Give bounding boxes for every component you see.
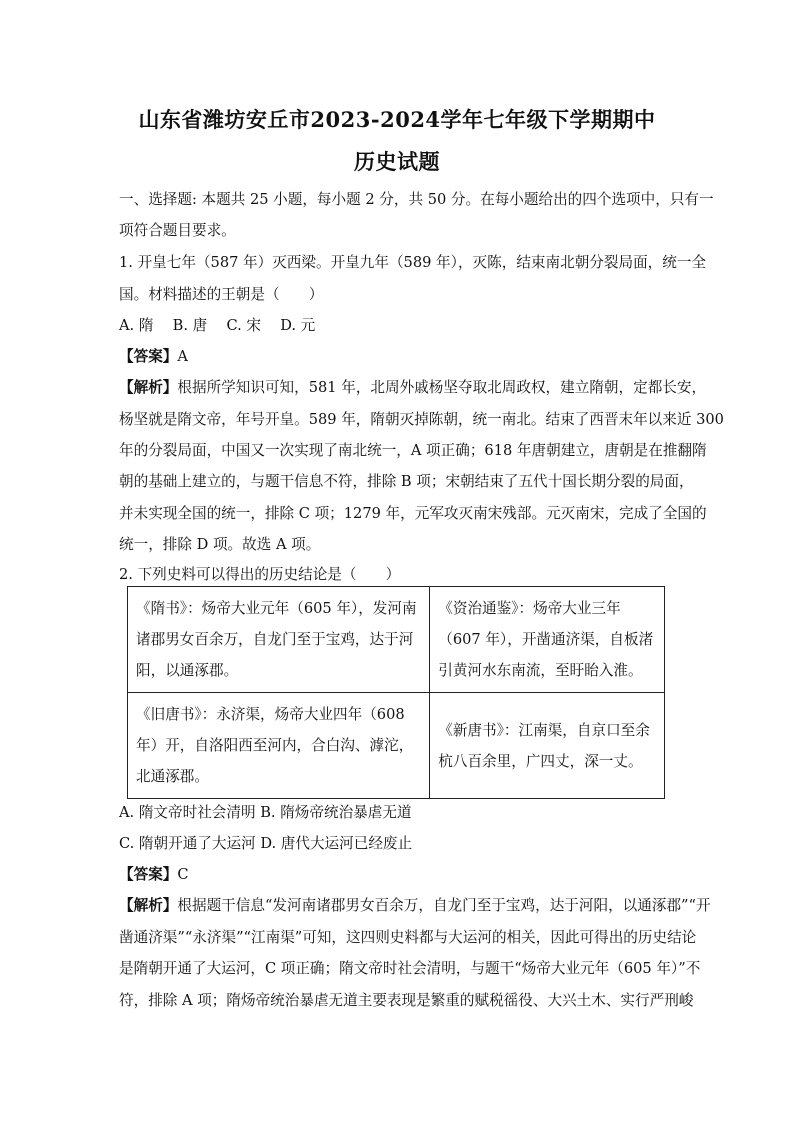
q2-analysis-tag: 【解析】 bbox=[119, 897, 178, 914]
q2-source-table bbox=[127, 586, 665, 799]
q1-stem-line-2: 国。材料描述的王朝是（ ） bbox=[119, 286, 324, 303]
q1-analysis-line-3: 年的分裂局面，中国又一次实现了南北统一，A 项正确；618 年唐朝建立，唐朝是在推翻隋 bbox=[119, 442, 707, 459]
q1-analysis-line-4: 朝的基础上建立的，与题干信息不符，排除 B 项；宋朝结束了五代十国长期分裂的局面， bbox=[119, 473, 694, 490]
q2-table-cell: 《新唐书》：江南渠，自京口至余杭八百余里，广四丈，深一丈。 bbox=[430, 693, 665, 799]
q1-analysis-line-5: 并未实现全国的统一，排除 C 项；1279 年，元军攻灭南宋残部。元灭南宋，完成了全国的 bbox=[119, 505, 707, 522]
document-subtitle: 历史试题 bbox=[354, 149, 440, 174]
q1-stem-line-1: 1. 开皇七年（587 年）灭西梁。开皇九年（589 年），灭陈，结束南北朝分裂局面，统一全 bbox=[119, 254, 707, 271]
q1-answer bbox=[119, 347, 679, 367]
q2-analysis-line-2: 凿通济渠”“永济渠”“江南渠”可知，这四则史料都与大运河的相关，因此可得出的历史结论 bbox=[119, 929, 697, 946]
q2-table-cell: 《资治通鉴》：炀帝大业三年（607 年），开凿通济渠，自板渚引黄河水东南流，至盱眙入淮。 bbox=[430, 587, 665, 693]
q2-table-cell: 《旧唐书》：永济渠，炀帝大业四年（608 年）开，自洛阳西至河内，合白沟、滹沱，北通涿郡。 bbox=[128, 693, 430, 799]
q1-answer-tag: 【答案】 bbox=[119, 348, 178, 365]
q2-answer-value: C bbox=[177, 866, 189, 883]
q2-table-cell: 《隋书》：炀帝大业元年（605 年），发河南诸郡男女百余万，自龙门至于宝鸡，达于河阳，以通涿郡。 bbox=[128, 587, 430, 693]
q2-options-line-2: C. 隋朝开通了大运河 D. 唐代大运河已经废止 bbox=[119, 835, 413, 852]
q2-answer bbox=[119, 865, 679, 885]
q2-answer-tag: 【答案】 bbox=[119, 866, 178, 883]
q1-analysis-line-6: 统一，排除 D 项。故选 A 项。 bbox=[119, 536, 321, 553]
q1-analysis-line-2: 杨坚就是隋文帝，年号开皇。589 年，隋朝灭掉陈朝，统一南北。结束了西晋末年以来近 300 bbox=[119, 411, 724, 428]
q1-options: A. 隋 B. 唐 C. 宋 D. 元 bbox=[119, 317, 316, 334]
document-title: 山东省潍坊安丘市2023-2024学年七年级下学期期中 bbox=[138, 107, 656, 132]
q1-analysis-line-1: 【解析】根据所学知识可知，581 年，北周外戚杨坚夺取北周政权，建立隋朝，定都长安， bbox=[119, 379, 707, 396]
q2-analysis-line-3: 是隋朝开通了大运河，C 项正确；隋文帝时社会清明，与题干“炀帝大业元年（605 年）”不 bbox=[119, 960, 701, 977]
q2-analysis-line-1: 【解析】根据题干信息“发河南诸郡男女百余万，自龙门至于宝鸡，达于河阳，以通涿郡”“开 bbox=[119, 897, 711, 914]
section-instruction-line-1: 一、选择题: 本题共 25 小题，每小题 2 分，共 50 分。在每小题给出的四个选项中，只有一 bbox=[119, 191, 714, 208]
section-instruction-line-2: 项符合题目要求。 bbox=[119, 222, 236, 239]
q2-analysis-line-4: 符，排除 A 项；隋炀帝统治暴虐无道主要表现是繁重的赋税徭役、大兴土木、实行严刑峻 bbox=[119, 992, 694, 1009]
q1-answer-value: A bbox=[177, 348, 188, 365]
q2-options-line-1: A. 隋文帝时社会清明 B. 隋炀帝统治暴虐无道 bbox=[119, 804, 412, 821]
q1-analysis-tag: 【解析】 bbox=[119, 379, 178, 396]
q2-stem: 2. 下列史料可以得出的历史结论是（ ） bbox=[119, 566, 401, 583]
